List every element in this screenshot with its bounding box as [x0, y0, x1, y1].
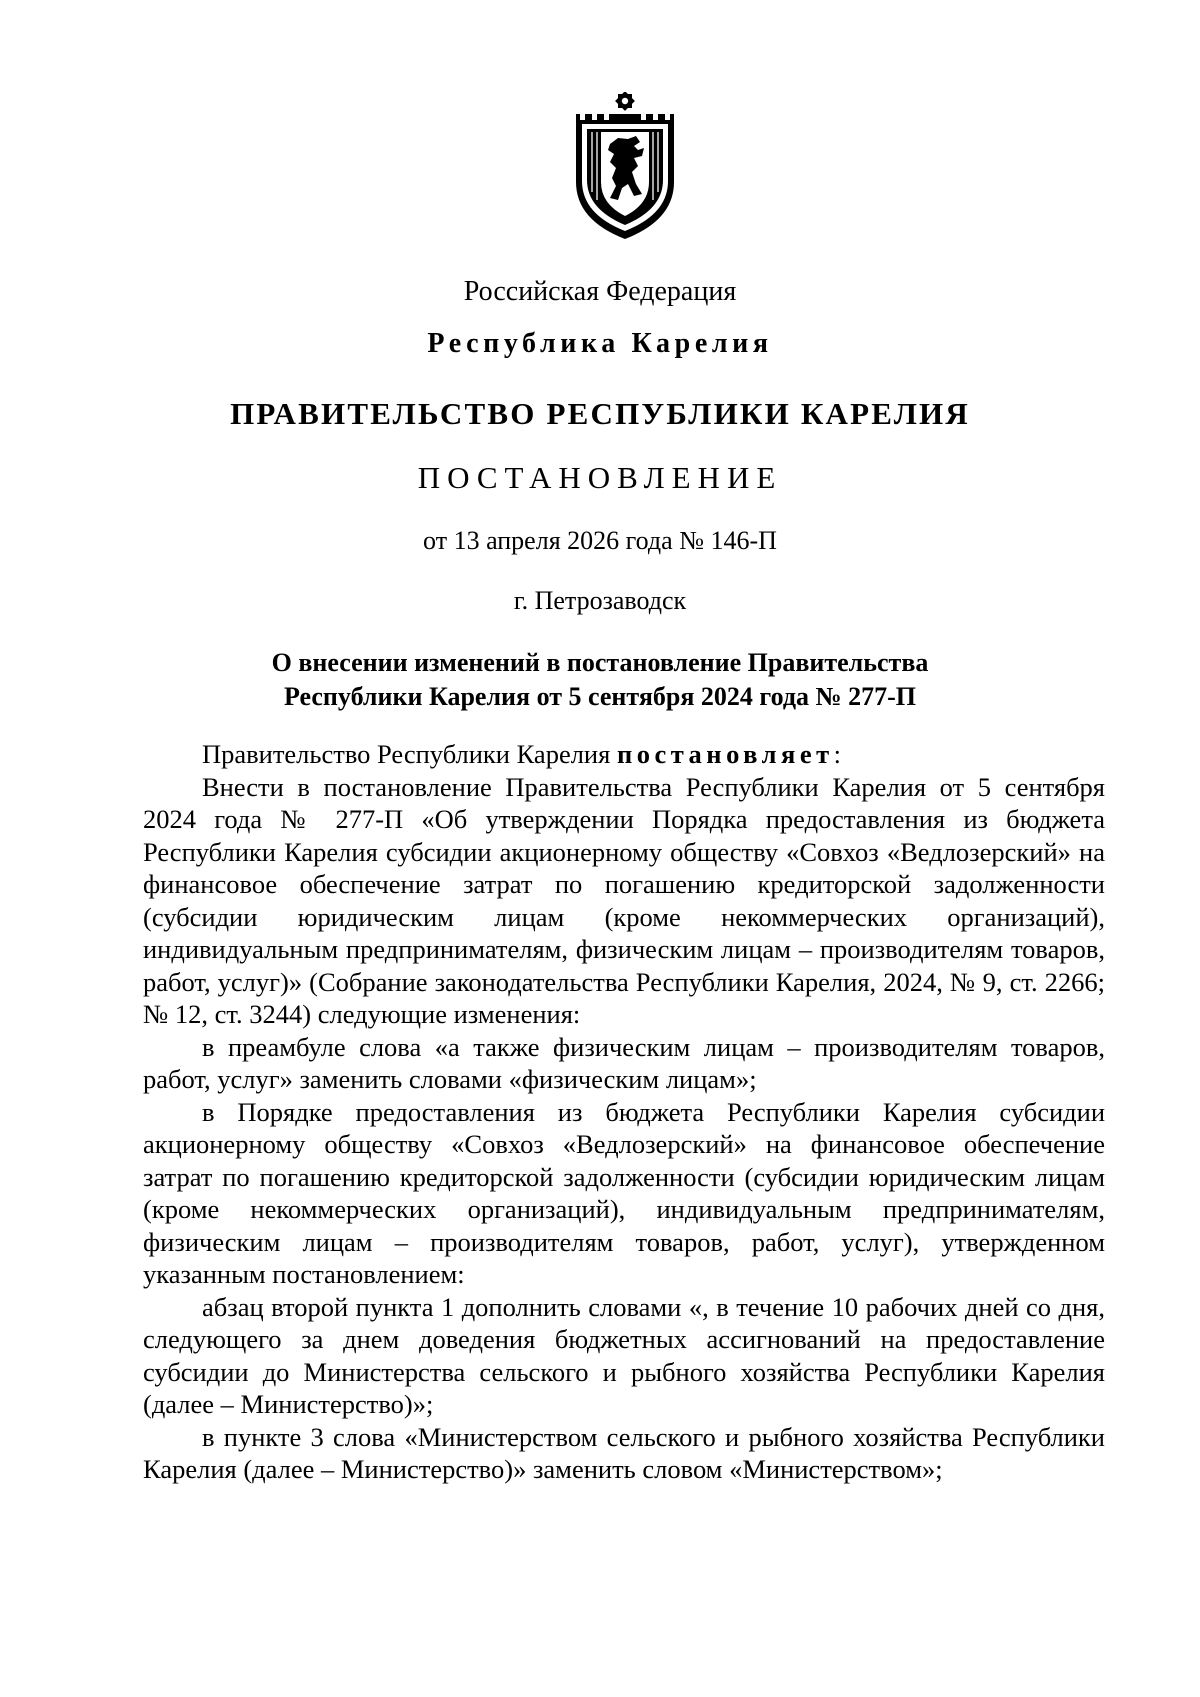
- intro-verb: постановляет: [616, 739, 834, 769]
- subject-line-2: Республики Карелия от 5 сентября 2024 года № 277-П: [284, 682, 916, 711]
- document-body: [143, 738, 1105, 1486]
- intro-colon: :: [833, 739, 841, 769]
- republic-name: Республика Карелия: [427, 328, 773, 359]
- karelia-coat-of-arms-icon: [570, 92, 680, 242]
- document-city: г. Петрозаводск: [513, 586, 687, 615]
- body-paragraph: в Порядке предоставления из бюджета Республики Карелия субсидии акционерному обществу «Совхоз «Ведлозерский» на финансовое обеспечение затрат по погашению кредиторской задолженности (субсидии юридическим лицам (кроме некоммерческих организаций), индивидуальным предпринимателям, физическим лицам – производителям товаров, работ, услуг), утвержденном указанным постановлением:: [143, 1096, 1105, 1289]
- star-icon: [615, 92, 635, 111]
- document-subject: [0, 646, 1200, 714]
- body-paragraph: в пункте 3 слова «Министерством сельского и рыбного хозяйства Республики Карелия (далее – Министерство)» заменить словом «Министерством»;: [143, 1421, 1105, 1484]
- intro-subject: Правительство Республики Карелия: [202, 739, 617, 769]
- intro-paragraph: [143, 738, 1105, 771]
- subject-line-1: О внесении изменений в постановление Правительства: [271, 648, 929, 677]
- government-name: ПРАВИТЕЛЬСТВО РЕСПУБЛИКИ КАРЕЛИЯ: [230, 396, 970, 431]
- body-paragraph: в преамбуле слова «а также физическим лицам – производителям товаров, работ, услуг» заменить словами «физическим лицам»;: [143, 1031, 1105, 1094]
- body-paragraph: абзац второй пункта 1 дополнить словами «, в течение 10 рабочих дней со дня, следующего за днем доведения бюджетных ассигнований на предоставление субсидии до Министерства сельского и рыбного хозяйства Республики Карелия (далее – Министерство)»;: [143, 1291, 1105, 1419]
- document-date-number: от 13 апреля 2026 года № 146-П: [423, 526, 777, 555]
- country-name: Российская Федерация: [463, 276, 737, 307]
- document-type: ПОСТАНОВЛЕНИЕ: [417, 460, 783, 495]
- body-paragraph: Внести в постановление Правительства Республики Карелия от 5 сентября 2024 года № 277-П «Об утверждении Порядка предоставления из бюджета Республики Карелия субсидии акционерному обществу «Совхоз «Ведлозерский» на финансовое обеспечение затрат по погашению кредиторской задолженности (субсидии юридическим лицам (кроме некоммерческих организаций), индивидуальным предпринимателям, физическим лицам – производителям товаров, работ, услуг)» (Собрание законодательства Республики Карелия, 2024, № 9, ст. 2266; № 12, ст. 3244) следующие изменения:: [143, 771, 1105, 1029]
